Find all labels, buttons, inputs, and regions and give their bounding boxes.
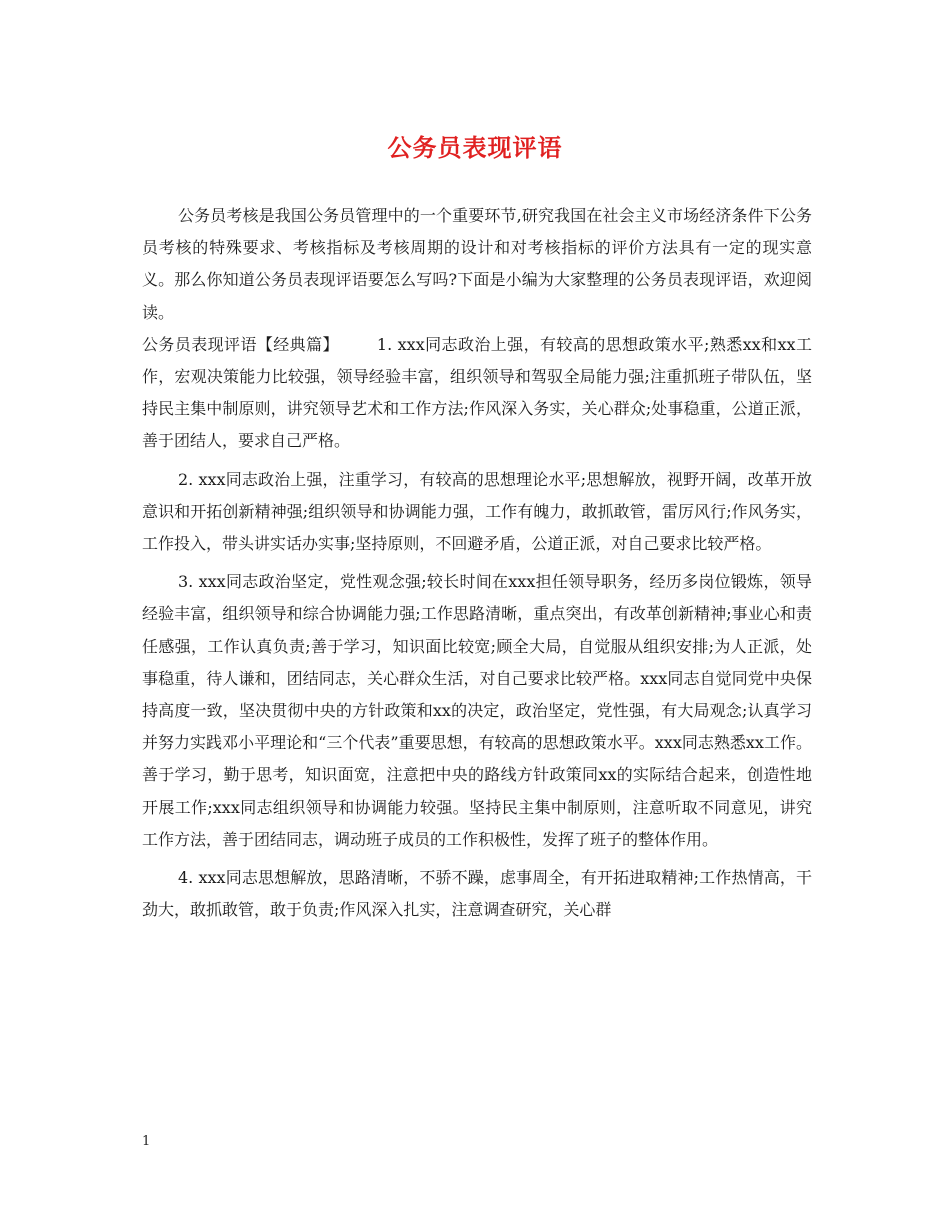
page-number: 1: [142, 1134, 151, 1149]
section-heading: 公务员表现评语【经典篇】: [142, 334, 339, 354]
list-item: [142, 329, 812, 458]
list-item: 3. xxx同志政治坚定，党性观念强;较长时间在xxx担任领导职务，经历多岗位锻炼，领导经验丰富，组织领导和综合协调能力强;工作思路清晰，重点突出，有改革创新精神;事业心和责任感强，工作认真负责;善于学习，知识面比较宽;顾全大局，自觉服从组织安排;为人正派，处事稳重，待人谦和，团结同志，关心群众生活，对自己要求比较严格。xxx同志自觉同党中央保持高度一致，坚决贯彻中央的方针政策和xx的决定，政治坚定，党性强，有大局观念;认真学习并努力实践邓小平理论和“三个代表”重要思想，有较高的思想政策水平。xxx同志熟悉xx工作。善于学习，勤于思考，知识面宽，注意把中央的路线方针政策同xx的实际结合起来，创造性地开展工作;xxx同志组织领导和协调能力较强。坚持民主集中制原则，注意听取不同意见，讲究工作方法，善于团结同志，调动班子成员的工作积极性，发挥了班子的整体作用。: [142, 572, 812, 849]
document-title: 公务员表现评语: [387, 133, 563, 162]
list-item-text: 1. xxx同志政治上强，有较高的思想政策水平;熟悉xx和xx工作，宏观决策能力比较强，领导经验丰富，组织领导和驾驭全局能力强;注重抓班子带队伍，坚持民主集中制原则，讲究领导艺术和工作方法;作风深入务实，关心群众;处事稳重，公道正派，善于团结人，要求自己严格。: [142, 334, 812, 451]
list-item: 4. xxx同志思想解放，思路清晰，不骄不躁，虑事周全，有开拓进取精神;工作热情高，干劲大，敢抓敢管，敢于负责;作风深入扎实，注意调查研究，关心群: [142, 868, 812, 920]
list-item: 2. xxx同志政治上强，注重学习，有较高的思想理论水平;思想解放，视野开阔，改革开放意识和开拓创新精神强;组织领导和协调能力强，工作有魄力，敢抓敢管，雷厉风行;作风务实，工作投入，带头讲实话办实事;坚持原则，不回避矛盾，公道正派，对自己要求比较严格。: [142, 469, 812, 554]
document-body: [142, 200, 812, 926]
intro-paragraph: 公务员考核是我国公务员管理中的一个重要环节,研究我国在社会主义市场经济条件下公务员考核的特殊要求、考核指标及考核周期的设计和对考核指标的评价方法具有一定的现实意义。那么你知道公务员表现评语要怎么写吗?下面是小编为大家整理的公务员表现评语，欢迎阅读。: [142, 206, 812, 322]
